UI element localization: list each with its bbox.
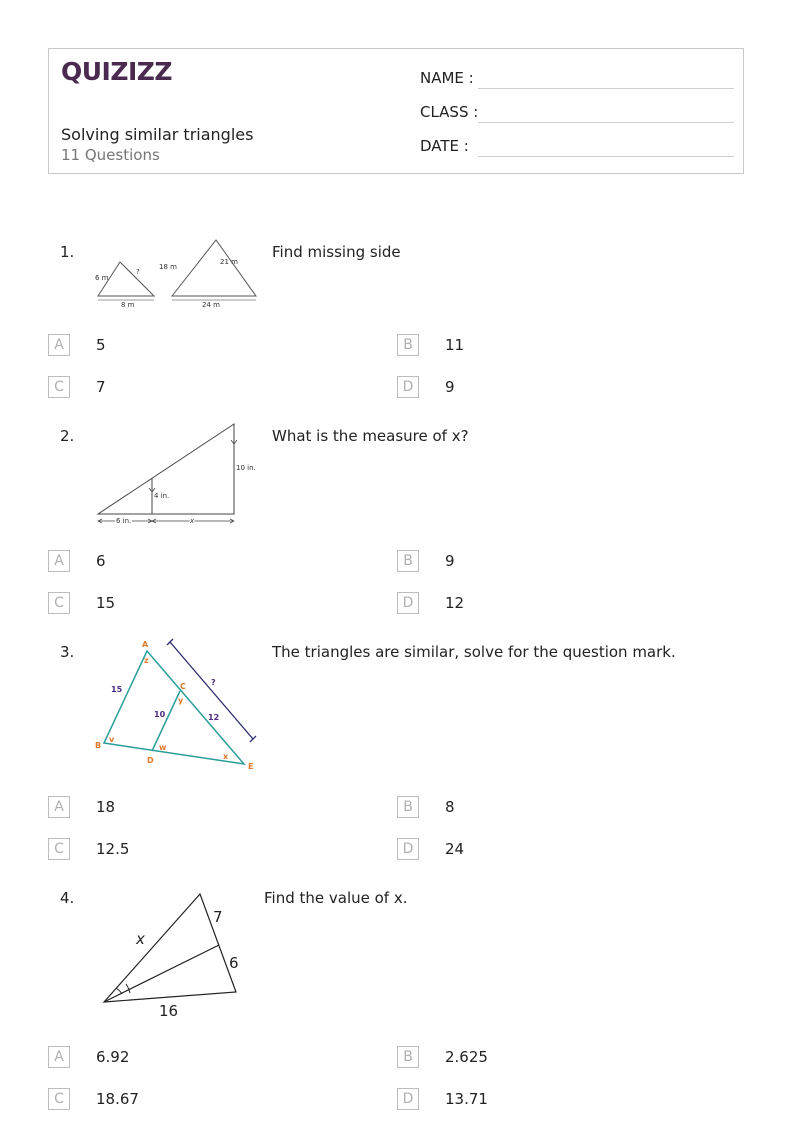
option-value: 13.71 xyxy=(445,1090,488,1108)
option-letter-box: B xyxy=(397,334,419,356)
class-field[interactable] xyxy=(420,103,478,121)
option-value: 9 xyxy=(445,552,455,570)
fig3-label: E xyxy=(248,762,254,771)
date-line xyxy=(478,156,734,157)
fig3-label: x xyxy=(223,752,229,761)
fig1-label: 6 m xyxy=(95,274,109,282)
option-letter-box: A xyxy=(48,334,70,356)
fig3-label: C xyxy=(180,682,186,691)
fig3-label: z xyxy=(144,656,149,665)
fig2-label: 10 in. xyxy=(236,464,256,472)
fig2-label: x xyxy=(190,517,195,525)
option-letter-box: A xyxy=(48,550,70,572)
fig2-label: 6 in. xyxy=(116,517,132,525)
option-letter-box: C xyxy=(48,376,70,398)
fig1-label: 24 m xyxy=(202,301,220,309)
question-number: 3. xyxy=(60,643,75,661)
option-letter-box: C xyxy=(48,1088,70,1110)
fig4-label: 7 xyxy=(213,908,223,926)
option-letter-box: D xyxy=(397,592,419,614)
date-label: DATE : xyxy=(420,137,469,155)
option-value: 18 xyxy=(96,798,116,816)
fig3-label: B xyxy=(95,741,102,750)
fig3-label: ? xyxy=(211,678,216,687)
fig3-label: 15 xyxy=(111,685,123,694)
option-value: 7 xyxy=(96,378,106,396)
option-value: 8 xyxy=(445,798,455,816)
fig4-label: x xyxy=(136,930,145,948)
option-value: 12.5 xyxy=(96,840,130,858)
option-letter-box: B xyxy=(397,1046,419,1068)
question-text: Find missing side xyxy=(272,243,401,261)
option-letter-box: D xyxy=(397,376,419,398)
fig3-label: 12 xyxy=(208,713,220,722)
option-letter-box: C xyxy=(48,592,70,614)
option-letter-box: A xyxy=(48,796,70,818)
question-2-figure xyxy=(92,420,264,530)
option-value: 11 xyxy=(445,336,465,354)
question-number: 4. xyxy=(60,889,75,907)
option-value: 9 xyxy=(445,378,455,396)
fig3-label: y xyxy=(178,696,184,705)
fig3-label: w xyxy=(159,743,167,752)
fig1-label: 18 m xyxy=(159,263,177,271)
name-line xyxy=(478,88,734,89)
option-letter-box: D xyxy=(397,838,419,860)
question-text: What is the measure of x? xyxy=(272,427,469,445)
class-line xyxy=(478,122,734,123)
fig3-label: D xyxy=(147,756,154,765)
option-value: 12 xyxy=(445,594,465,612)
fig1-label: 21 m xyxy=(220,258,238,266)
fig3-label: v xyxy=(109,735,115,744)
date-field[interactable] xyxy=(420,137,469,155)
question-number: 2. xyxy=(60,427,75,445)
name-label: NAME : xyxy=(420,69,474,87)
question-text: Find the value of x. xyxy=(264,889,408,907)
fig2-label: 4 in. xyxy=(154,492,170,500)
option-value: 5 xyxy=(96,336,106,354)
worksheet-title: Solving similar triangles xyxy=(61,125,254,144)
option-letter-box: B xyxy=(397,796,419,818)
question-text: The triangles are similar, solve for the question mark. xyxy=(272,643,676,661)
question-1-figure xyxy=(92,236,262,310)
question-number: 1. xyxy=(60,243,75,261)
option-letter-box: D xyxy=(397,1088,419,1110)
question-4-figure xyxy=(92,884,252,1022)
fig4-label: 16 xyxy=(159,1002,179,1020)
name-field[interactable] xyxy=(420,69,474,87)
fig3-label: A xyxy=(142,640,149,649)
fig3-label: 10 xyxy=(154,710,166,719)
option-value: 18.67 xyxy=(96,1090,139,1108)
fig1-label: ? xyxy=(136,268,140,276)
option-value: 24 xyxy=(445,840,465,858)
option-letter-box: C xyxy=(48,838,70,860)
option-value: 6 xyxy=(96,552,106,570)
question-count: 11 Questions xyxy=(61,146,160,164)
quizizz-logo: QUIZIZZ xyxy=(61,57,173,86)
class-label: CLASS : xyxy=(420,103,479,121)
option-value: 6.92 xyxy=(96,1048,130,1066)
option-letter-box: A xyxy=(48,1046,70,1068)
option-value: 15 xyxy=(96,594,116,612)
option-letter-box: B xyxy=(397,550,419,572)
question-3-figure xyxy=(92,636,264,776)
worksheet-header xyxy=(48,48,744,174)
option-value: 2.625 xyxy=(445,1048,488,1066)
fig1-label: 8 m xyxy=(121,301,135,309)
fig4-label: 6 xyxy=(229,954,239,972)
